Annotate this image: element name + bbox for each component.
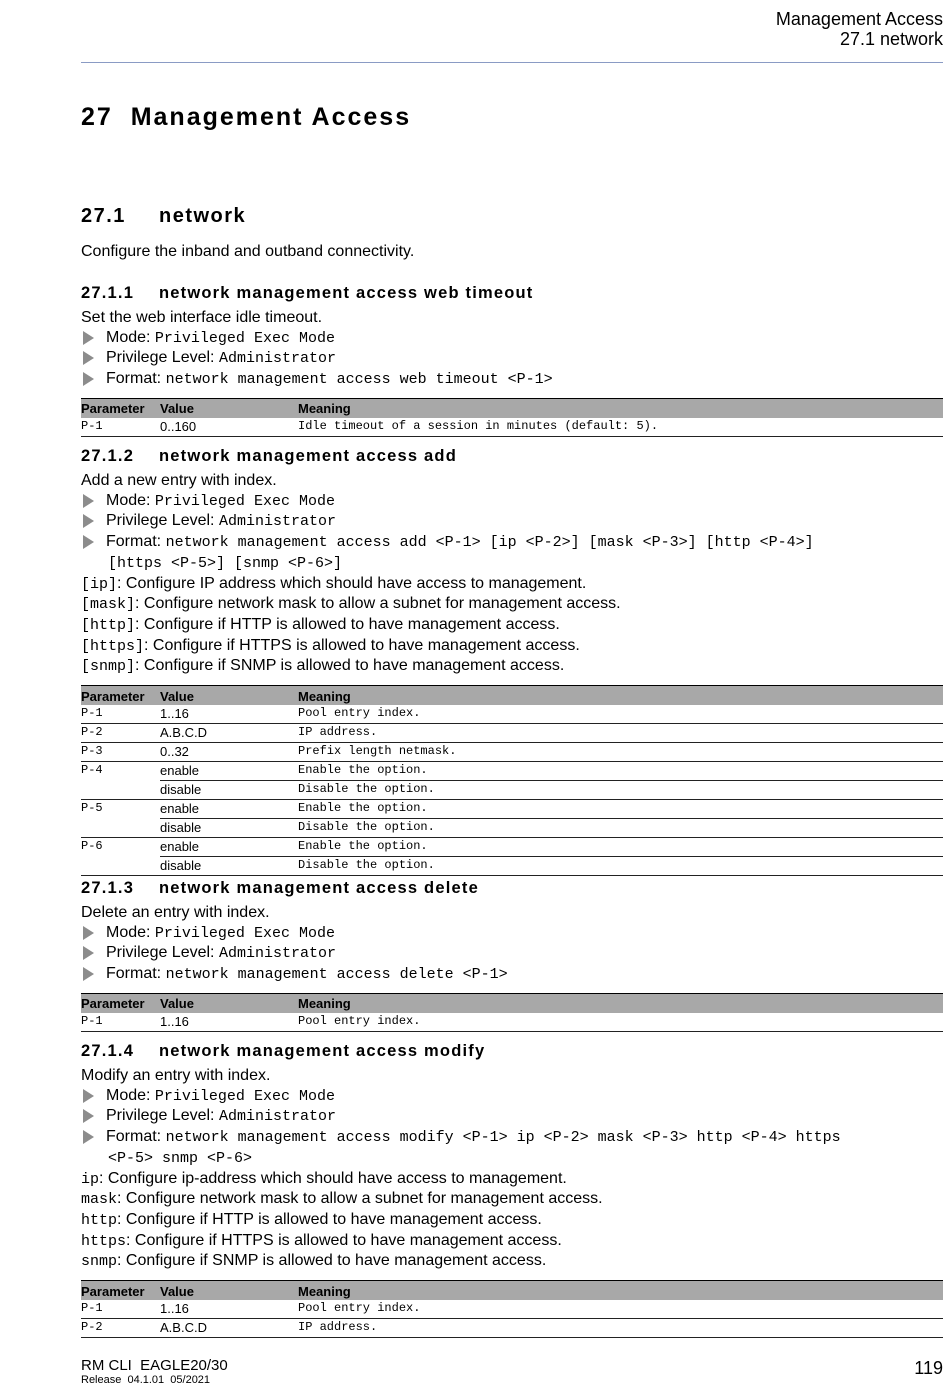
subsection-title: network management access modify (159, 1042, 486, 1060)
privilege-item (81, 348, 943, 369)
meaning-cell: IP address. (298, 1319, 943, 1338)
option-key: https (81, 1232, 127, 1250)
param-cell (81, 781, 160, 800)
privilege-item (81, 1106, 943, 1127)
table-row (81, 705, 943, 724)
format-item (81, 532, 943, 573)
meaning-cell: Pool entry index. (298, 705, 943, 724)
option-text: : Configure network mask to allow a subnet for management access. (135, 595, 621, 613)
param-cell: P-1 (81, 418, 160, 437)
table-row (81, 724, 943, 743)
meaning-cell: Enable the option. (298, 838, 943, 857)
meaning-cell: Pool entry index. (298, 1300, 943, 1319)
param-cell: P-2 (81, 724, 160, 743)
mode-item (81, 328, 943, 349)
option-text: : Configure if HTTPS is allowed to have management access. (144, 636, 580, 654)
privilege-item (81, 943, 943, 964)
triangle-bullet-icon (83, 331, 94, 345)
mode-item (81, 1086, 943, 1107)
param-cell: P-5 (81, 801, 103, 816)
column-header: Meaning (298, 686, 943, 706)
option-description (81, 615, 943, 636)
table-row (81, 743, 943, 762)
meaning-cell: Enable the option. (298, 800, 943, 819)
section-number: 27.1 (81, 205, 126, 227)
column-header: Parameter (81, 993, 160, 1013)
option-description (81, 1210, 943, 1231)
table-row (81, 762, 943, 781)
option-key: snmp (81, 1253, 118, 1271)
table-header-row (81, 398, 943, 418)
privilege-value: Administrator (218, 1108, 336, 1126)
subsection-heading (81, 877, 943, 903)
triangle-bullet-icon (83, 535, 94, 549)
triangle-bullet-icon (83, 514, 94, 528)
mode-value: Privileged Exec Mode (154, 924, 335, 942)
table-row (81, 1013, 943, 1032)
table-row (81, 418, 943, 437)
triangle-bullet-icon (83, 946, 94, 960)
option-description (81, 574, 943, 595)
format-item (81, 369, 943, 390)
footer-doc-title: RM CLI EAGLE20/30 (81, 1357, 228, 1374)
meaning-cell: Enable the option. (298, 762, 943, 781)
mode-label: Mode: (106, 491, 155, 509)
param-cell (81, 819, 160, 838)
format-value: network management access web timeout <P-1> (165, 371, 553, 389)
value-cell: enable (160, 762, 298, 781)
subsection-heading (81, 445, 943, 471)
header-chapter: Management Access (775, 9, 943, 29)
subsection-delete (81, 877, 943, 1032)
option-description (81, 1189, 943, 1210)
privilege-value: Administrator (218, 513, 336, 531)
option-key: [http] (81, 616, 136, 634)
option-text: : Configure ip-address which should have access to management. (99, 1169, 567, 1187)
option-key: [ip] (81, 575, 118, 593)
meaning-cell: Idle timeout of a session in minutes (default: 5). (298, 418, 943, 437)
value-cell: 1..16 (160, 1013, 298, 1032)
subsection-number: 27.1.1 (81, 284, 135, 302)
format-value-line2: [https <P-5>] [snmp <P-6>] (108, 554, 343, 572)
parameter-table (81, 685, 943, 876)
triangle-bullet-icon (83, 1130, 94, 1144)
subsection-description: Delete an entry with index. (81, 904, 270, 921)
option-description (81, 1231, 943, 1252)
triangle-bullet-icon (83, 967, 94, 981)
option-text: : Configure if HTTPS is allowed to have management access. (126, 1231, 562, 1249)
document-page (81, 0, 943, 1386)
column-header: Value (160, 686, 298, 706)
subsection-number: 27.1.3 (81, 879, 135, 897)
triangle-bullet-icon (83, 494, 94, 508)
column-header: Meaning (298, 398, 943, 418)
table-header-row (81, 993, 943, 1013)
mode-label: Mode: (106, 1086, 155, 1104)
subsection-number: 27.1.2 (81, 447, 135, 465)
subsection-title: network management access web timeout (159, 284, 534, 302)
column-header: Meaning (298, 1281, 943, 1301)
subsection-modify (81, 1040, 943, 1338)
privilege-value: Administrator (218, 945, 336, 963)
format-item (81, 1127, 943, 1168)
format-value-line1: network management access modify <P-1> ip <P-2> mask <P-3> http <P-4> https (165, 1129, 841, 1147)
meaning-cell: Disable the option. (298, 781, 943, 800)
value-cell: 0..160 (160, 418, 298, 437)
subsection-number: 27.1.4 (81, 1042, 135, 1060)
mode-value: Privileged Exec Mode (154, 329, 335, 347)
page-number: 119 (914, 1358, 943, 1378)
privilege-label: Privilege Level: (106, 944, 219, 962)
table-row (81, 1300, 943, 1319)
table-row (81, 1319, 943, 1338)
option-text: : Configure IP address which should have access to management. (117, 574, 587, 592)
meaning-cell: Disable the option. (298, 819, 943, 838)
mode-label: Mode: (106, 328, 155, 346)
option-description (81, 636, 943, 657)
option-text: : Configure if SNMP is allowed to have management access. (117, 1252, 547, 1270)
format-label: Format: (106, 965, 166, 983)
param-cell: P-1 (81, 705, 160, 724)
format-item (81, 964, 943, 985)
subsection-description: Set the web interface idle timeout. (81, 309, 323, 326)
value-cell: 1..16 (160, 1300, 298, 1319)
privilege-label: Privilege Level: (106, 349, 219, 367)
table-header-row (81, 1281, 943, 1301)
format-value-line2: <P-5> snmp <P-6> (108, 1149, 253, 1167)
mode-value: Privileged Exec Mode (154, 1087, 335, 1105)
param-cell (81, 857, 160, 876)
meaning-cell: Disable the option. (298, 857, 943, 876)
privilege-value: Administrator (218, 350, 336, 368)
option-key: http (81, 1211, 118, 1229)
section-intro: Configure the inband and outband connectivity. (81, 243, 415, 260)
value-cell: A.B.C.D (160, 1319, 298, 1338)
param-cell: P-2 (81, 1319, 160, 1338)
privilege-label: Privilege Level: (106, 1107, 219, 1125)
subsection-heading (81, 282, 943, 308)
footer-release: Release 04.1.01 05/2021 (81, 1374, 211, 1386)
meaning-cell: Pool entry index. (298, 1013, 943, 1032)
mode-item (81, 923, 943, 944)
table-header-row (81, 686, 943, 706)
parameter-table (81, 993, 943, 1032)
footer-document-info (81, 1358, 228, 1387)
option-description (81, 1169, 943, 1190)
format-label: Format: (106, 1128, 166, 1146)
mode-label: Mode: (106, 923, 155, 941)
column-header: Parameter (81, 686, 160, 706)
option-description (81, 656, 943, 677)
subsection-web-timeout (81, 282, 943, 437)
param-cell: P-1 (81, 1300, 160, 1319)
value-cell: disable (160, 857, 298, 876)
option-key: ip (81, 1170, 100, 1188)
table-row (81, 800, 943, 819)
column-header: Parameter (81, 1281, 160, 1301)
table-row (81, 819, 943, 838)
value-cell: enable (160, 800, 298, 819)
param-cell: P-6 (81, 839, 103, 854)
param-cell: P-1 (81, 1013, 160, 1032)
column-header: Value (160, 398, 298, 418)
option-key: [mask] (81, 596, 136, 614)
mode-item (81, 491, 943, 512)
param-cell: P-4 (81, 763, 103, 778)
subsection-title: network management access add (159, 447, 457, 465)
meaning-cell: Prefix length netmask. (298, 743, 943, 762)
triangle-bullet-icon (83, 351, 94, 365)
column-header: Value (160, 993, 298, 1013)
value-cell: 1..16 (160, 705, 298, 724)
format-value-line1: network management access add <P-1> [ip <P-2>] [mask <P-3>] [http <P-4>] (165, 534, 814, 552)
column-header: Value (160, 1281, 298, 1301)
option-text: : Configure if HTTP is allowed to have management access. (135, 615, 560, 633)
format-value: network management access delete <P-1> (165, 966, 508, 984)
option-key: [snmp] (81, 658, 136, 676)
option-description (81, 594, 943, 615)
value-cell: A.B.C.D (160, 724, 298, 743)
parameter-table (81, 398, 943, 437)
column-header: Parameter (81, 398, 160, 418)
option-text: : Configure network mask to allow a subnet for management access. (117, 1190, 603, 1208)
privilege-label: Privilege Level: (106, 512, 219, 530)
option-key: mask (81, 1191, 118, 1209)
subsection-description: Modify an entry with index. (81, 1067, 271, 1084)
triangle-bullet-icon (83, 372, 94, 386)
mode-value: Privileged Exec Mode (154, 492, 335, 510)
parameter-table (81, 1280, 943, 1338)
header-section: 27.1 network (839, 29, 943, 49)
subsection-description: Add a new entry with index. (81, 472, 277, 489)
section-heading (81, 205, 246, 228)
triangle-bullet-icon (83, 926, 94, 940)
triangle-bullet-icon (83, 1089, 94, 1103)
value-cell: 0..32 (160, 743, 298, 762)
subsection-heading (81, 1040, 943, 1066)
column-header: Meaning (298, 993, 943, 1013)
chapter-title: 27 Management Access (81, 103, 412, 131)
format-label: Format: (106, 533, 166, 551)
option-key: [https] (81, 637, 145, 655)
header-divider (81, 62, 943, 63)
value-cell: disable (160, 819, 298, 838)
table-row (81, 857, 943, 876)
table-row (81, 838, 943, 857)
subsection-add (81, 445, 943, 876)
subsection-title: network management access delete (159, 879, 479, 897)
format-label: Format: (106, 370, 166, 388)
value-cell: enable (160, 838, 298, 857)
option-text: : Configure if HTTP is allowed to have management access. (117, 1210, 542, 1228)
param-cell: P-3 (81, 743, 160, 762)
value-cell: disable (160, 781, 298, 800)
option-description (81, 1251, 943, 1272)
section-title: network (159, 205, 247, 227)
privilege-item (81, 511, 943, 532)
meaning-cell: IP address. (298, 724, 943, 743)
running-header (776, 9, 943, 49)
triangle-bullet-icon (83, 1109, 94, 1123)
option-text: : Configure if SNMP is allowed to have management access. (135, 657, 565, 675)
table-row (81, 781, 943, 800)
